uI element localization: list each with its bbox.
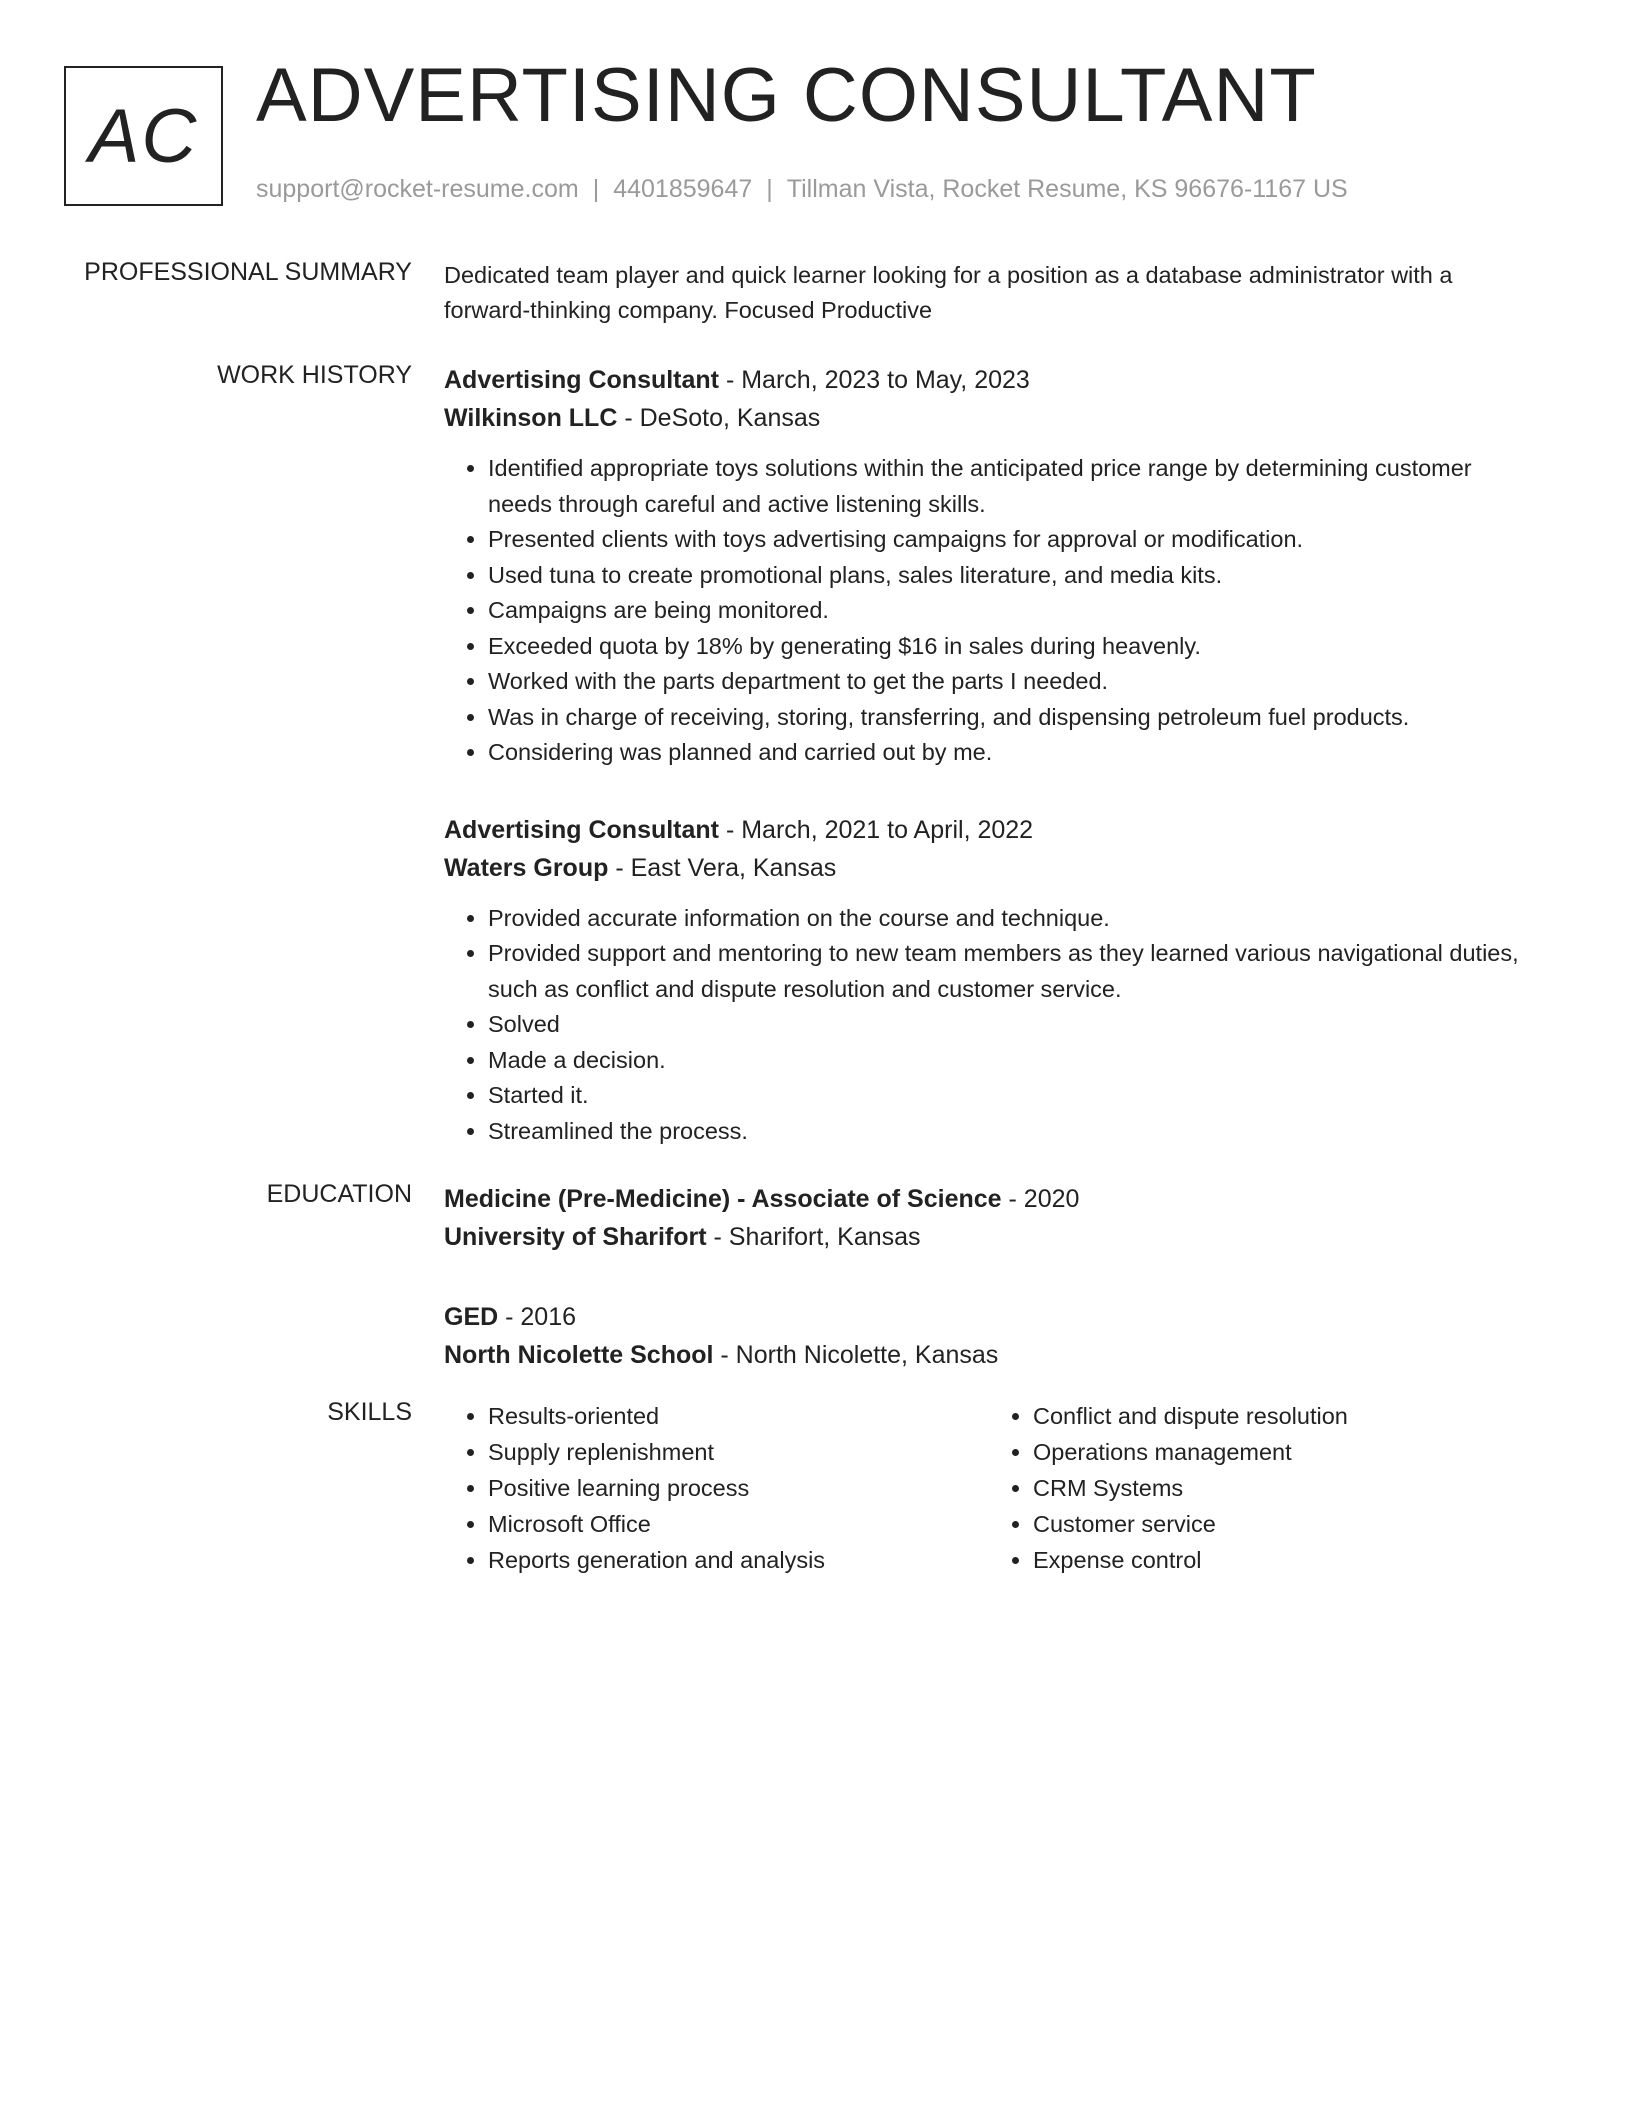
school-location: - Sharifort, Kansas — [706, 1223, 921, 1251]
education-entry — [444, 1298, 1534, 1374]
work-history-heading: WORK HISTORY — [217, 361, 412, 389]
degree-line — [444, 1298, 1534, 1336]
job-title-line — [444, 361, 1534, 399]
school-line — [444, 1218, 1534, 1256]
job-company-line — [444, 849, 1534, 887]
skill-item: • Results-oriented — [488, 1398, 989, 1434]
list-item: • Provided support and mentoring to new team members as they learned various navigational duties, such as conflict and dispute resolution and customer service. — [488, 936, 1534, 1007]
job-entry — [444, 811, 1534, 1150]
skill-item: • Customer service — [1033, 1506, 1534, 1542]
list-item: • Provided accurate information on the course and technique. — [488, 901, 1534, 937]
monogram-initials: AC — [88, 93, 199, 179]
school-line — [444, 1336, 1534, 1374]
contact-separator: | — [766, 175, 773, 203]
job-location: - DeSoto, Kansas — [617, 404, 821, 432]
list-item: • Identified appropriate toys solutions within the anticipated price range by determining customer needs through careful and active listening skills. — [488, 451, 1534, 522]
degree-year: - 2016 — [498, 1303, 577, 1331]
school-name: North Nicolette School — [444, 1341, 714, 1369]
job-dates: - March, 2023 to May, 2023 — [719, 366, 1030, 394]
monogram-logo — [64, 66, 223, 206]
skills-grid — [444, 1398, 1534, 1578]
contact-separator: | — [592, 175, 600, 203]
job-company: Waters Group — [444, 853, 609, 882]
list-item: • Started it. — [488, 1078, 1534, 1114]
list-item: • Campaigns are being monitored. — [488, 593, 1534, 629]
contact-phone: 4401859647 — [613, 175, 753, 203]
degree-line — [444, 1180, 1534, 1218]
skills-heading: SKILLS — [327, 1398, 412, 1426]
summary-text: Dedicated team player and quick learner looking for a position as a database administrator with a forward-thinking company. Focused Productive — [444, 262, 1453, 323]
degree-title: Medicine (Pre-Medicine) - Associate of Science — [444, 1185, 1002, 1213]
school-name: University of Sharifort — [444, 1223, 707, 1251]
skill-item: • Reports generation and analysis — [488, 1542, 989, 1578]
list-item: • Worked with the parts department to get the parts I needed. — [488, 664, 1534, 700]
skills-list-left — [444, 1398, 989, 1578]
skills-list-right — [989, 1398, 1534, 1578]
job-title: Advertising Consultant — [444, 366, 720, 394]
list-item: • Used tuna to create promotional plans, sales literature, and media kits. — [488, 558, 1534, 594]
job-bullets — [444, 901, 1534, 1150]
skill-item: • Operations management — [1033, 1434, 1534, 1470]
list-item: • Streamlined the process. — [488, 1114, 1534, 1150]
job-entry — [444, 361, 1534, 771]
job-company: Wilkinson LLC — [444, 404, 618, 432]
list-item: • Presented clients with toys advertising campaigns for approval or modification. — [488, 522, 1534, 558]
job-company-line — [444, 399, 1534, 437]
skill-item: • Expense control — [1033, 1542, 1534, 1578]
degree-title: GED — [444, 1303, 499, 1331]
contact-address: Tillman Vista, Rocket Resume, KS 96676-1167 US — [786, 175, 1348, 203]
education-heading: EDUCATION — [266, 1180, 412, 1208]
list-item: • Exceeded quota by 18% by generating $16 in sales during heavenly. — [488, 629, 1534, 665]
skill-item: • Positive learning process — [488, 1470, 989, 1506]
list-item: • Solved — [488, 1007, 1534, 1043]
job-bullets — [444, 451, 1534, 771]
candidate-title: ADVERTISING CONSULTANT — [256, 53, 1317, 138]
skill-item: • Conflict and dispute resolution — [1033, 1398, 1534, 1434]
list-item: • Considering was planned and carried out by me. — [488, 735, 1534, 771]
list-item: • Was in charge of receiving, storing, transferring, and dispensing petroleum fuel products. — [488, 700, 1534, 736]
job-location: - East Vera, Kansas — [608, 853, 837, 882]
skill-item: • Supply replenishment — [488, 1434, 989, 1470]
contact-email: support@rocket-resume.com — [256, 175, 579, 203]
summary-heading: PROFESSIONAL SUMMARY — [84, 258, 412, 286]
education-entry — [444, 1180, 1534, 1256]
job-title: Advertising Consultant — [444, 815, 720, 844]
skill-item: • Microsoft Office — [488, 1506, 989, 1542]
list-item: • Made a decision. — [488, 1043, 1534, 1079]
contact-line — [256, 175, 1348, 204]
job-title-line — [444, 811, 1534, 849]
job-dates: - March, 2021 to April, 2022 — [719, 815, 1034, 844]
skill-item: • CRM Systems — [1033, 1470, 1534, 1506]
school-location: - North Nicolette, Kansas — [713, 1341, 999, 1369]
degree-year: - 2020 — [1001, 1185, 1080, 1213]
